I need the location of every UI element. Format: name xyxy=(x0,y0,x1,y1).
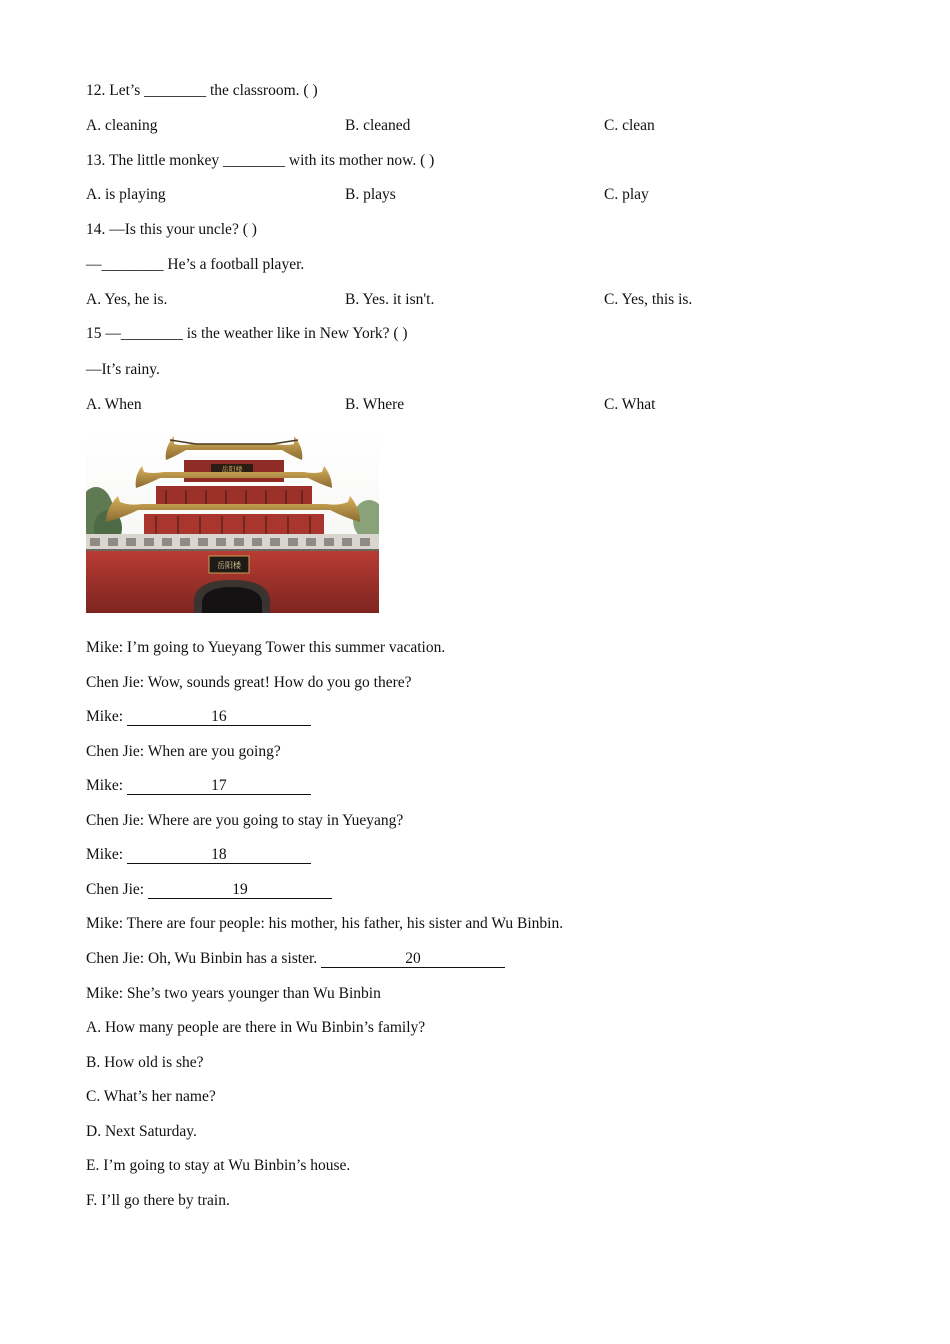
upper-sign-text: 岳阳楼 xyxy=(221,465,243,474)
answer-blank-18[interactable]: 18 xyxy=(127,847,311,864)
dialogue-text: When are you going? xyxy=(147,743,281,760)
answer-blank-16[interactable]: 16 xyxy=(127,709,311,726)
dialogue-line-6 xyxy=(86,811,403,831)
q14-option-a[interactable]: A. Yes, he is. xyxy=(86,291,168,308)
choice-d: D. Next Saturday. xyxy=(86,1123,197,1140)
q15-option-c[interactable]: C. What xyxy=(604,396,656,413)
speaker: Mike: xyxy=(86,777,124,794)
answer-blank-19[interactable]: 19 xyxy=(148,882,332,899)
q13-option-c[interactable]: C. play xyxy=(604,186,649,203)
speaker: Chen Jie: xyxy=(86,950,145,967)
q12-option-b[interactable]: B. cleaned xyxy=(345,117,411,134)
choice-a: A. How many people are there in Wu Binbin’s family? xyxy=(86,1019,426,1036)
dialogue-text: She’s two years younger than Wu Binbin xyxy=(126,985,381,1002)
speaker: Mike: xyxy=(86,708,124,725)
dialogue-text: Wow, sounds great! How do you go there? xyxy=(147,674,412,691)
dialogue-text: Oh, Wu Binbin has a sister. xyxy=(148,950,318,967)
speaker: Chen Jie: xyxy=(86,881,145,898)
dialogue-text: Where are you going to stay in Yueyang? xyxy=(147,812,404,829)
tower-photo xyxy=(86,430,379,613)
dialogue-line-2 xyxy=(86,673,412,693)
choice-f: F. I’ll go there by train. xyxy=(86,1192,230,1209)
speaker: Mike: xyxy=(86,915,124,932)
q12-option-c[interactable]: C. clean xyxy=(604,117,655,134)
dialogue-line-3 xyxy=(86,707,311,727)
q15-option-a[interactable]: A. When xyxy=(86,396,142,413)
speaker: Chen Jie: xyxy=(86,674,145,691)
speaker: Chen Jie: xyxy=(86,743,145,760)
question-12: 12. Let’s ________ the classroom. ( ) xyxy=(86,82,318,99)
dialogue-text: There are four people: his mother, his father, his sister and Wu Binbin. xyxy=(126,915,564,932)
dialogue-line-4 xyxy=(86,742,281,762)
question-15-reply: —It’s rainy. xyxy=(86,361,160,378)
q14-option-c[interactable]: C. Yes, this is. xyxy=(604,291,693,308)
dialogue-text: I’m going to Yueyang Tower this summer vacation. xyxy=(126,639,446,656)
speaker: Mike: xyxy=(86,639,124,656)
dialogue-line-9 xyxy=(86,914,563,934)
answer-blank-17[interactable]: 17 xyxy=(127,778,311,795)
speaker: Chen Jie: xyxy=(86,812,145,829)
question-14-reply: —________ He’s a football player. xyxy=(86,256,305,273)
dialogue-line-5 xyxy=(86,776,311,796)
question-13: 13. The little monkey ________ with its mother now. ( ) xyxy=(86,152,435,169)
gate-sign-text: 岳阳楼 xyxy=(217,561,241,570)
q12-option-a[interactable]: A. cleaning xyxy=(86,117,158,134)
choice-e: E. I’m going to stay at Wu Binbin’s house. xyxy=(86,1157,351,1174)
dialogue-line-11 xyxy=(86,984,381,1004)
q13-option-b[interactable]: B. plays xyxy=(345,186,396,203)
dialogue-line-8 xyxy=(86,880,332,900)
dialogue-line-7 xyxy=(86,845,311,865)
choice-b: B. How old is she? xyxy=(86,1054,204,1071)
q15-option-b[interactable]: B. Where xyxy=(345,396,405,413)
answer-blank-20[interactable]: 20 xyxy=(321,951,505,968)
dialogue-line-1 xyxy=(86,638,445,658)
dialogue-line-10 xyxy=(86,949,505,969)
question-14: 14. —Is this your uncle? ( ) xyxy=(86,221,257,238)
choice-c: C. What’s her name? xyxy=(86,1088,216,1105)
speaker: Mike: xyxy=(86,846,124,863)
q14-option-b[interactable]: B. Yes. it isn't. xyxy=(345,291,435,308)
question-15: 15 —________ is the weather like in New York? ( ) xyxy=(86,325,408,342)
speaker: Mike: xyxy=(86,985,124,1002)
q13-option-a[interactable]: A. is playing xyxy=(86,186,166,203)
